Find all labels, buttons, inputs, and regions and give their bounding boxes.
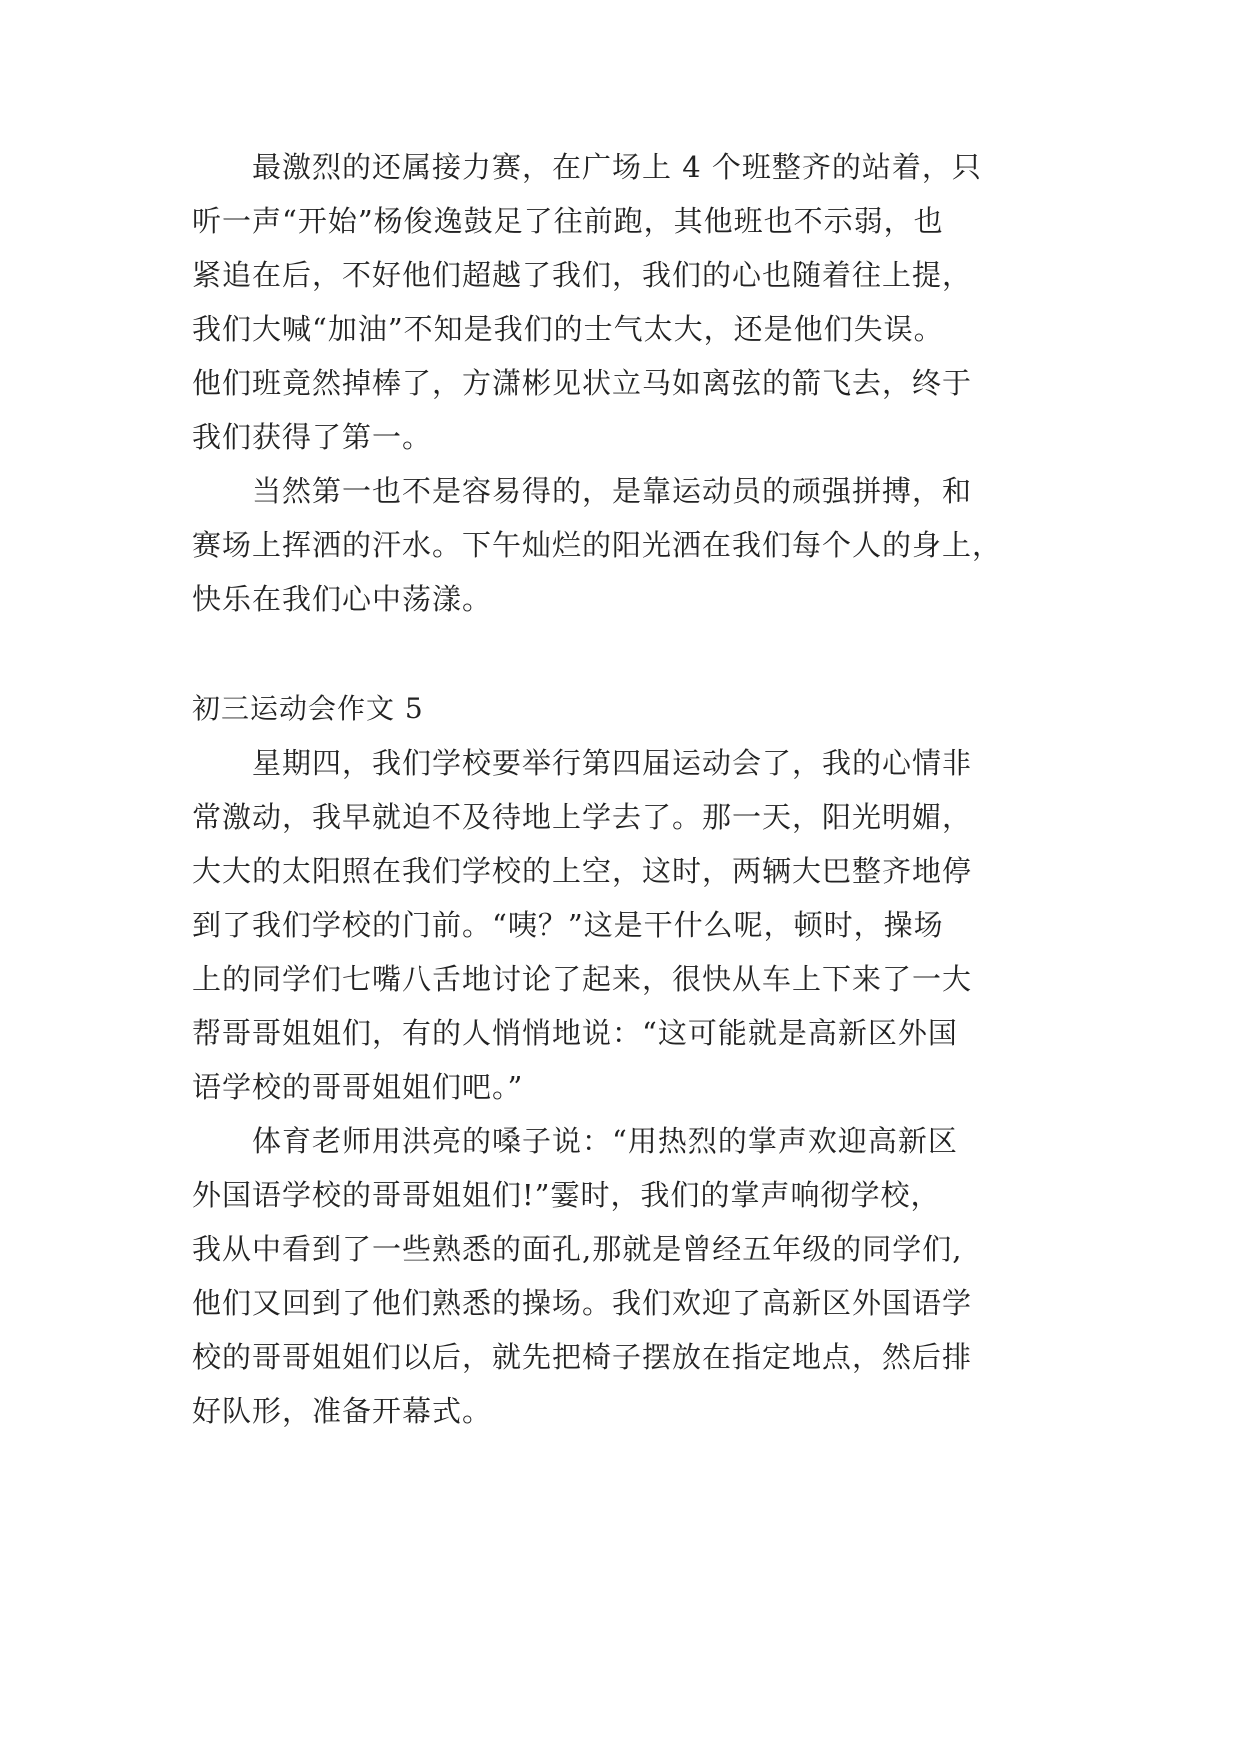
text-line: 语学校的哥哥姐姐们吧。” <box>192 1070 524 1104</box>
text-line: 大大的太阳照在我们学校的上空，这时，两辆大巴整齐地停 <box>192 854 973 888</box>
text-line: 好队形，准备开幕式。 <box>192 1394 493 1428</box>
text-line: 外国语学校的哥哥姐姐们!”霎时，我们的掌声响彻学校， <box>192 1178 941 1212</box>
text-line: 到了我们学校的门前。“咦？”这是干什么呢，顿时，操场 <box>192 908 944 942</box>
text-line: 他们班竟然掉棒了，方潇彬见状立马如离弦的箭飞去，终于 <box>192 366 973 400</box>
text-line: 星期四，我们学校要举行第四届运动会了，我的心情非 <box>192 746 973 780</box>
text-line: 常激动，我早就迫不及待地上学去了。那一天，阳光明媚， <box>192 800 973 834</box>
text-line: 校的哥哥姐姐们以后，就先把椅子摆放在指定地点，然后排 <box>192 1340 973 1374</box>
text-line: 上的同学们七嘴八舌地讨论了起来，很快从车上下来了一大 <box>192 962 973 996</box>
text-line: 他们又回到了他们熟悉的操场。我们欢迎了高新区外国语学 <box>192 1286 973 1320</box>
text-line: 我们获得了第一。 <box>192 420 433 454</box>
text-line: 快乐在我们心中荡漾。 <box>192 582 493 616</box>
text-line: 我们大喊“加油”不知是我们的士气太大，还是他们失误。 <box>192 312 944 346</box>
text-line: 体育老师用洪亮的嗓子说：“用热烈的掌声欢迎高新区 <box>192 1124 958 1158</box>
text-line: 最激烈的还属接力赛，在广场上 4 个班整齐的站着，只 <box>192 150 982 184</box>
essay-title: 初三运动会作文 5 <box>192 692 424 725</box>
text-line: 紧追在后，不好他们超越了我们，我们的心也随着往上提， <box>192 258 973 292</box>
text-line: 赛场上挥洒的汗水。下午灿烂的阳光洒在我们每个人的身上， <box>192 528 1003 562</box>
text-line: 帮哥哥姐姐们，有的人悄悄地说：“这可能就是高新区外国 <box>192 1016 958 1050</box>
text-line: 听一声“开始”杨俊逸鼓足了往前跑，其他班也不示弱，也 <box>192 204 944 238</box>
text-line: 我从中看到了一些熟悉的面孔,那就是曾经五年级的同学们, <box>192 1232 963 1266</box>
text-line: 当然第一也不是容易得的，是靠运动员的顽强拼搏，和 <box>192 474 973 508</box>
